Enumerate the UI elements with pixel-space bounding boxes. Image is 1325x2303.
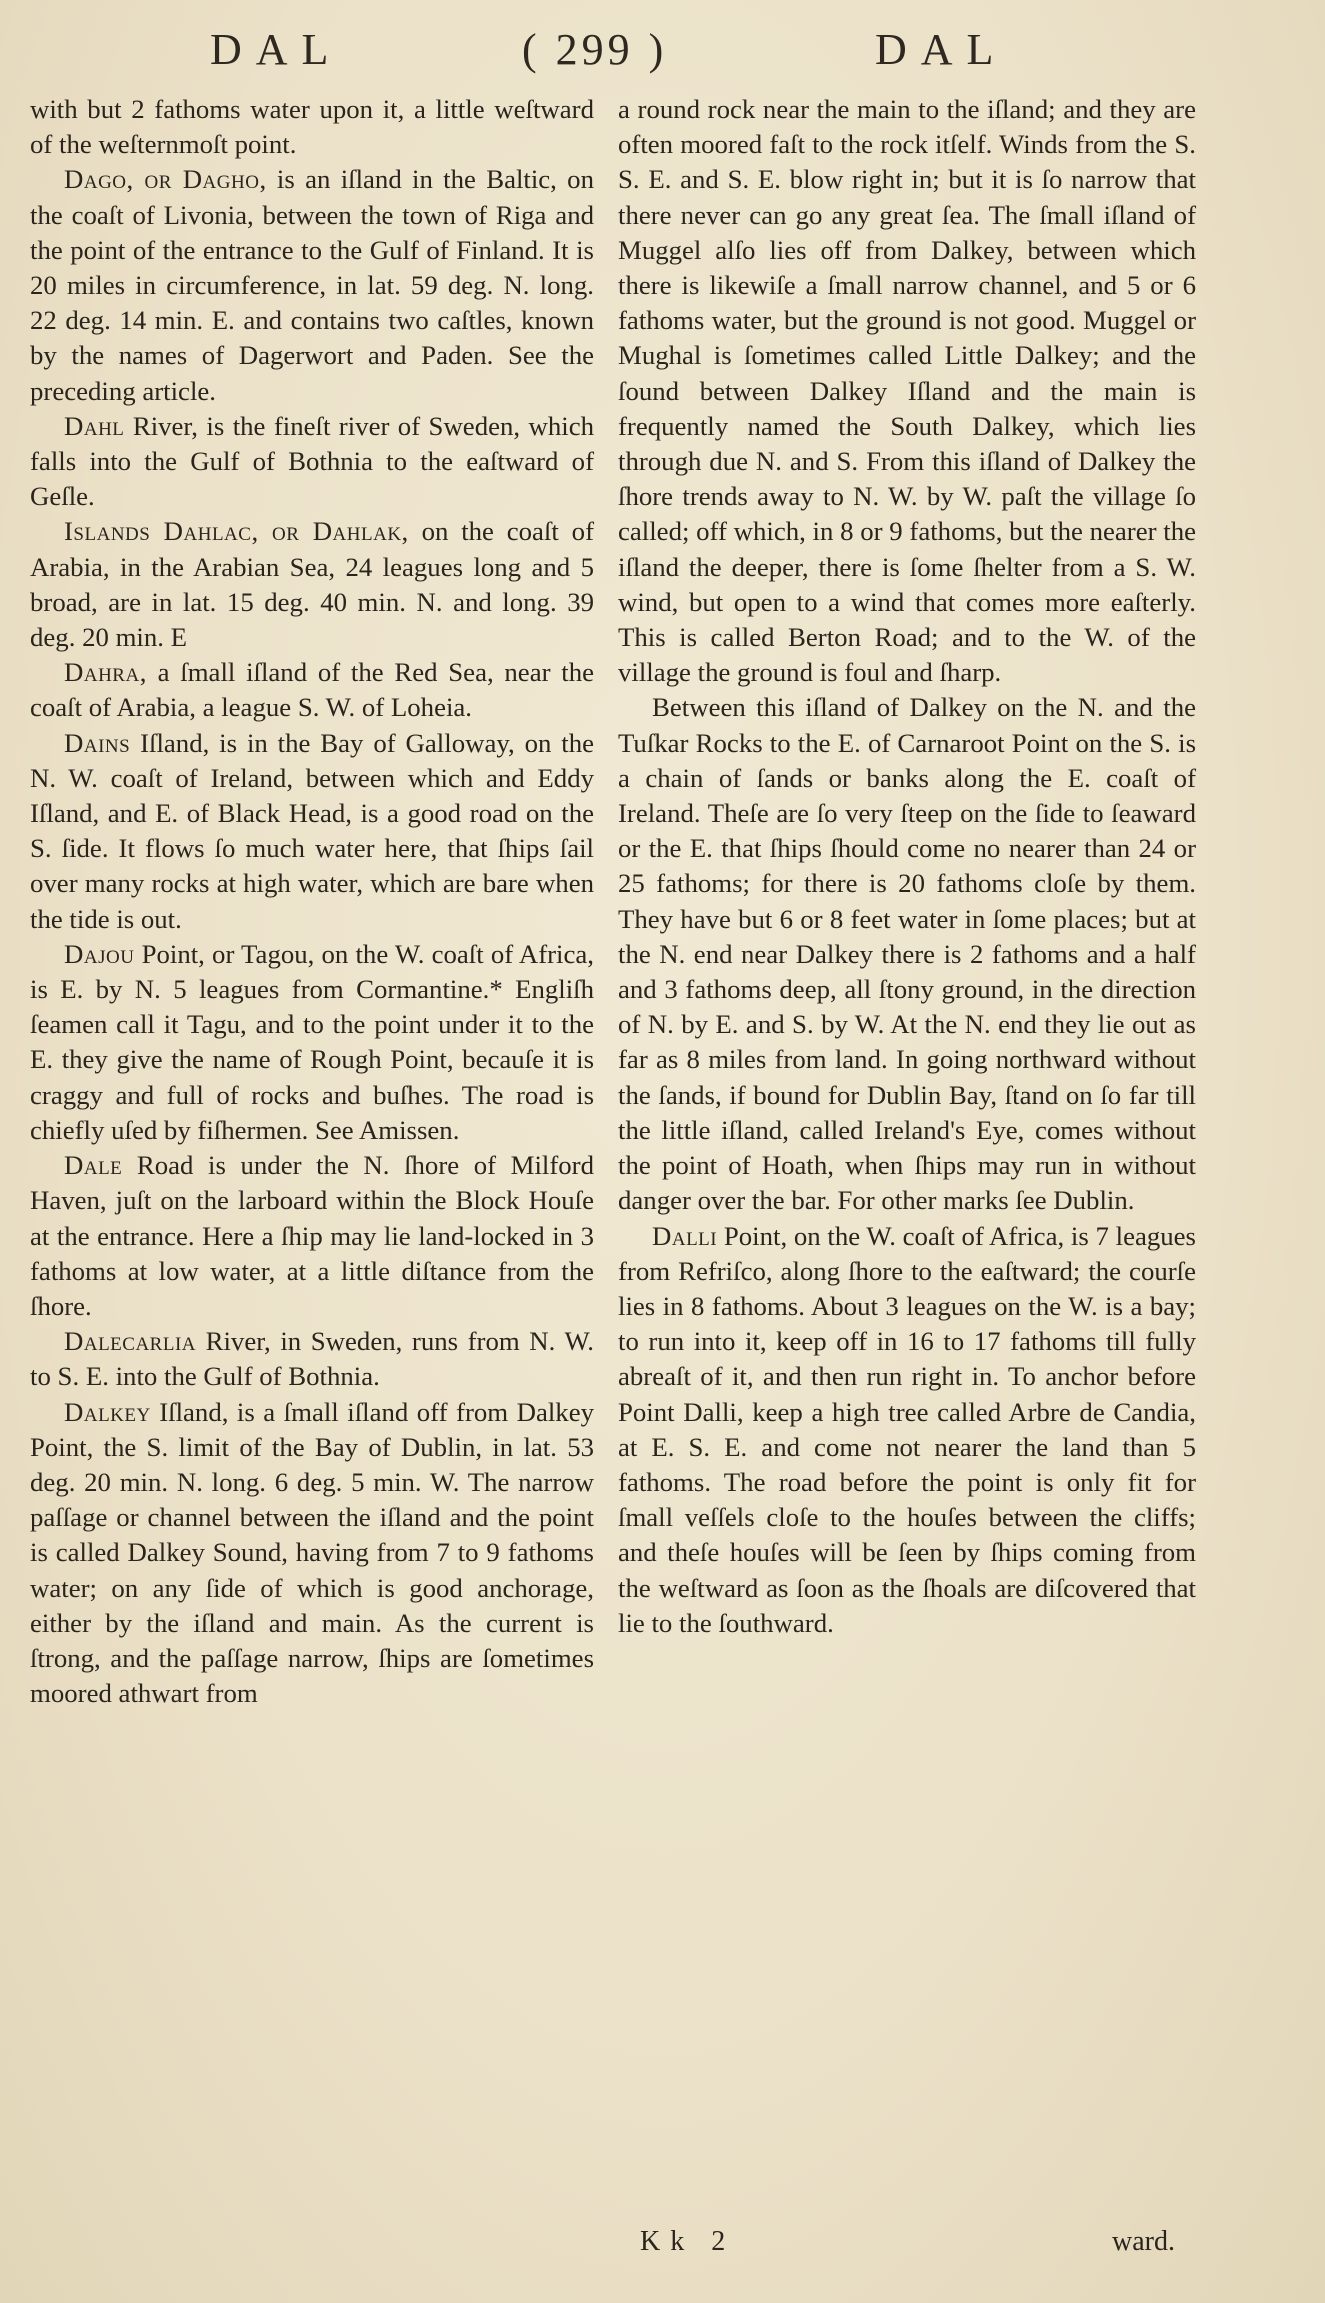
- right-column: [618, 92, 1196, 1641]
- entry-headword: Dalli: [652, 1220, 718, 1251]
- entry-headword: Dajou: [64, 938, 135, 969]
- running-header: [0, 14, 1325, 74]
- entry-headword: Dalecarlia: [64, 1326, 197, 1357]
- entry-headword: Dahl: [64, 410, 125, 441]
- entry-dahl: Dahl River, is the fineſt river of Sweden, which falls into the Gulf of Bothnia to the eaſtward of Geſle.: [30, 410, 594, 512]
- entry-dalecarlia: Dalecarlia River, in Sweden, runs from N. W. to S. E. into the Gulf of Bothnia.: [30, 1326, 594, 1392]
- page-number: ( 299 ): [522, 25, 668, 74]
- entry-dalli: Dalli Point, on the W. coaſt of Africa, is 7 leagues from Refriſco, along ſhore to the eaſtward; the courſe lies in 8 fathoms. About 3 leagues on the W. is a bay; to run into it, keep off in 16 to 17 fathoms till fully abreaſt of it, and then run right in. To anchor before Point Dalli, keep a high tree called Arbre de Candia, at E. S. E. and come not nearer the land than 5 fathoms. The road before the point is only fit for ſmall veſſels cloſe to the houſes between the cliffs; and theſe houſes will be ſeen by ſhips coming from the weſtward as ſoon as the ſhoals are diſcovered that lie to the ſouthward.: [618, 1220, 1196, 1638]
- entry-dajou: Dajou Point, or Tagou, on the W. coaſt of Africa, is E. by N. 5 leagues from Cormantine.* Engliſh ſeamen call it Tagu, and to the point under it to the E. they give the name of Rough Point, becauſe it is craggy and full of rocks and buſhes. The road is chiefly uſed by fiſhermen. See Amissen.: [30, 938, 594, 1145]
- entry-dalkey: Dalkey Iſland, is a ſmall iſland off from Dalkey Point, the S. limit of the Bay of Dublin, in lat. 53 deg. 20 min. N. long. 6 deg. 5 min. W. The narrow paſſage or channel between the iſland and the point is called Dalkey Sound, having from 7 to 9 fathoms water; on any ſide of which is good anchorage, either by the iſland and main. As the current is ſtrong, and the paſſage narrow, ſhips are ſometimes moored athwart from: [30, 1396, 594, 1709]
- entry-headword: Dahra,: [64, 657, 147, 688]
- entry-dago: Dago, or Dagho, is an iſland in the Baltic, on the coaſt of Livonia, between the town of Riga and the point of the entrance to the Gulf of Finland. It is 20 miles in circumference, in lat. 59 deg. N. long. 22 deg. 14 min. E. and contains two caſtles, known by the names of Dagerwort and Paden. See the preceding article.: [30, 164, 594, 406]
- entry-headword: Dale: [64, 1150, 123, 1181]
- entry-dalkey-banks: Between this iſland of Dalkey on the N. and the Tuſkar Rocks to the E. of Carnaroot Point on the S. is a chain of ſands or banks along the E. coaſt of Ireland. Theſe are ſo very ſteep on the ſide to ſeaward or the E. that ſhips ſhould come no nearer than 24 or 25 fathoms; for there is 20 fathoms cloſe by them. They have but 6 or 8 feet water in ſome places; but at the N. end near Dalkey there is 2 fathoms and a half and 3 fathoms deep, all ſtony ground, in the direction of N. by E. and S. by W. At the N. end they lie out as far as 8 miles from land. In going northward without the ſands, if bound for Dublin Bay, ſtand on ſo far till the little iſland, called Ireland's Eye, comes without the point of Hoath, when ſhips may run in without danger over the bar. For other marks ſee Dublin.: [618, 692, 1196, 1216]
- entry-dains: Dains Iſland, is in the Bay of Galloway, on the N. W. coaſt of Ireland, between which and Eddy Iſland, and E. of Black Head, is a good road on the S. ſide. It flows ſo much water here, that ſhips ſail over many rocks at high water, which are bare when the tide is out.: [30, 727, 594, 934]
- entry-headword: Dains: [64, 727, 131, 758]
- entry-dahlac: Iſlands Dahlac, or Dahlak, on the coaſt of Arabia, in the Arabian Sea, 24 leagues long and 5 broad, are in lat. 15 deg. 40 min. N. and long. 39 deg. 20 min. E: [30, 516, 594, 653]
- signature-mark: Kk 2: [640, 2226, 736, 2257]
- header-right: DAL: [875, 25, 1008, 74]
- entry-dale: Dale Road is under the N. ſhore of Milford Haven, juſt on the larboard within the Block Houſe at the entrance. Here a ſhip may lie land-locked in 3 fathoms at low water, at a little diſtance from the ſhore.: [30, 1150, 594, 1321]
- catchword: ward.: [1112, 2226, 1175, 2257]
- entry-dalkey-continued: a round rock near the main to the iſland; and they are often moored faſt to the rock itſelf. Winds from the S. S. E. and S. E. blow right in; but it is ſo narrow that there never can go any great ſea. The ſmall iſland of Muggel alſo lies off from Dalkey, between which there is likewiſe a ſmall narrow channel, and 5 or 6 fathoms water, but the ground is not good. Muggel or Mughal is ſometimes called Little Dalkey; and the ſound between Dalkey Iſland and the main is frequently named the South Dalkey, which lies through due N. and S. From this iſland of Dalkey the ſhore trends away to N. W. by W. paſt the village ſo called; off which, in 8 or 9 fathoms, but the nearer the iſland the deeper, there is ſome ſhelter from a S. W. wind, but open to a wind that comes more eaſterly. This is called Berton Road; and to the W. of the village the ground is foul and ſharp.: [618, 94, 1196, 688]
- left-column: [30, 92, 594, 1711]
- page-footer: [0, 2226, 1325, 2266]
- entry-headword: Dalkey: [64, 1396, 151, 1427]
- entry-headword: Iſlands Dahlac, or Dahlak,: [64, 516, 409, 547]
- entry-continuation: with but 2 fathoms water upon it, a little weſtward of the weſternmoſt point.: [30, 94, 594, 160]
- header-left: DAL: [210, 25, 343, 74]
- entry-headword: Dago, or Dagho,: [64, 164, 267, 195]
- entry-dahra: Dahra, a ſmall iſland of the Red Sea, near the coaſt of Arabia, a league S. W. of Loheia.: [30, 657, 594, 723]
